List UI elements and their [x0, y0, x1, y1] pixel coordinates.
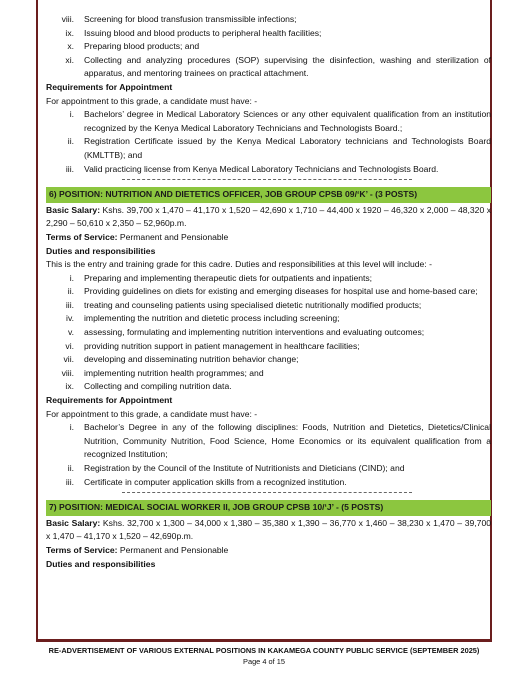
terms-text: Permanent and Pensionable [117, 544, 229, 555]
list-item [46, 353, 491, 367]
list-text: Issuing blood and blood products to peripheral health facilities; [84, 27, 322, 38]
section-separator [122, 492, 412, 497]
duties-heading: Duties and responsibilities [46, 245, 156, 256]
list-number: i. [69, 272, 74, 283]
list-item [46, 326, 491, 340]
salary-label: Basic Salary: [46, 517, 101, 528]
list-text: Collecting and analyzing procedures (SOP) supervising the disinfection, washing and sterilization of apparatus, and mentoring trainees on practical attachment. [84, 54, 491, 79]
list-text: Preparing and implementing therapeutic diets for outpatients and inpatients; [84, 272, 373, 283]
list-number: x. [67, 41, 74, 52]
terms-of-service [46, 544, 491, 558]
list-number: viii. [61, 14, 74, 24]
section-separator [122, 179, 412, 184]
list-text: Screening for blood transfusion transmissible infections; [84, 14, 297, 24]
list-item [46, 312, 491, 326]
list-number: iv. [66, 313, 74, 324]
list-number: ix. [65, 27, 74, 38]
list-item [46, 367, 491, 381]
basic-salary [46, 204, 491, 231]
list-number: ii. [67, 286, 74, 297]
footer-rule [36, 639, 492, 642]
list-item [46, 421, 491, 462]
list-item [46, 380, 491, 394]
requirements-heading: Requirements for Appointment [46, 395, 173, 406]
list-item [46, 163, 491, 177]
page-content [46, 13, 491, 571]
list-item [46, 40, 491, 54]
salary-label: Basic Salary: [46, 204, 101, 215]
list-item [46, 27, 491, 41]
terms-label: Terms of Service: [46, 544, 118, 555]
list-number: i. [69, 422, 74, 433]
list-number: v. [67, 327, 74, 338]
duties-heading: Duties and responsibilities [46, 558, 156, 569]
list-item [46, 476, 491, 490]
list-text: Bachelors’ degree in Medical Laboratory Sciences or any other equivalent qualification from an institution recognized by the Kenya Medical Laboratory Technicians and Technologists Board.; [84, 109, 491, 133]
list-item [46, 13, 491, 27]
duties-intro: This is the entry and training grade for this cadre. Duties and responsibilities at this level will include: - [46, 259, 432, 270]
list-number: vi. [65, 340, 74, 351]
list-item [46, 285, 491, 299]
footer-title: RE-ADVERTISEMENT OF VARIOUS EXTERNAL POSITIONS IN KAKAMEGA COUNTY PUBLIC SERVICE (SEPTEMBER 2025) [48, 646, 480, 655]
terms-of-service [46, 231, 491, 245]
requirements-intro: For appointment to this grade, a candidate must have: - [46, 408, 258, 419]
list-text: assessing, formulating and implementing nutrition interventions and evaluating outcomes; [84, 327, 425, 338]
list-number: xi. [65, 54, 74, 65]
list-text: implementing nutrition health programmes; and [84, 367, 264, 378]
list-item [46, 272, 491, 286]
position-banner: 7) POSITION: MEDICAL SOCIAL WORKER II, JOB GROUP CPSB 10/‘J’ - (5 POSTS) [46, 500, 491, 516]
terms-label: Terms of Service: [46, 231, 118, 242]
list-text: Providing guidelines on diets for existing and emerging diseases for hospital use and home-based care; [84, 286, 478, 297]
list-text: Registration Certificate issued by the Kenya Medical Laboratory technicians and Technologists Board (KMLTTB); and [84, 136, 491, 160]
duties-list-continued [46, 13, 491, 81]
list-text: Preparing blood products; and [84, 41, 200, 52]
requirements-list [46, 108, 491, 176]
page-number: Page 4 of 15 [243, 657, 285, 666]
list-number: ii. [67, 136, 74, 147]
requirements-heading: Requirements for Appointment [46, 81, 173, 92]
list-text: developing and disseminating nutrition behavior change; [84, 354, 299, 365]
list-number: vii. [63, 354, 74, 365]
list-text: Certificate in computer application skills from a recognized institution. [84, 476, 347, 487]
list-item [46, 108, 491, 135]
list-text: Collecting and compiling nutrition data. [84, 381, 232, 392]
list-item [46, 135, 491, 162]
list-item [46, 462, 491, 476]
list-number: iii. [65, 476, 74, 487]
list-text: Registration by the Council of the Institute of Nutritionists and Dieticians (CIND); and [84, 463, 405, 473]
page-footer [36, 645, 492, 667]
basic-salary [46, 517, 491, 544]
terms-text: Permanent and Pensionable [117, 231, 229, 242]
list-text: implementing the nutrition and dietetic process including screening; [84, 313, 340, 324]
requirements-intro: For appointment to this grade, a candidate must have: - [46, 95, 258, 106]
list-number: ii. [67, 463, 74, 473]
list-text: Bachelor’s Degree in any of the following disciplines: Foods, Nutrition and Dietetics, Dietetics/Clinical Nutrition, Community Nutrition, Food Science, Home Economics or its equivalent qualification from a recognized Institution; [84, 422, 491, 460]
list-item [46, 299, 491, 313]
position-banner: 6) POSITION: NUTRITION AND DIETETICS OFFICER, JOB GROUP CPSB 09/‘K’ - (3 POSTS) [46, 187, 491, 203]
list-number: ix. [65, 381, 74, 392]
list-item [46, 54, 491, 81]
requirements-list [46, 421, 491, 489]
salary-text: Kshs. 39,700 x 1,470 – 41,170 x 1,520 – 42,690 x 1,710 – 44,400 x 1920 – 46,320 x 2,000 – 48,320 x 2,290 – 50,610 x 2,350 – 52,960p.m. [46, 204, 492, 229]
list-number: i. [69, 109, 74, 120]
list-item [46, 340, 491, 354]
list-number: iii. [65, 299, 74, 310]
salary-text: Kshs. 32,700 x 1,300 – 34,000 x 1,380 – 35,380 x 1,390 – 36,770 x 1,460 – 38,230 x 1,470 – 39,700 x 1,470 – 41,170 x 1,520 – 42,690p.m. [46, 517, 492, 542]
duties-list [46, 272, 491, 394]
list-number: iii. [65, 163, 74, 174]
list-text: Valid practicing license from Kenya Medical Laboratory Technicians and Technologists Board. [84, 163, 439, 174]
list-text: treating and counseling patients using specialised dietetic nutritionally modified products; [84, 299, 422, 310]
list-text: providing nutrition support in patient management in healthcare facilities; [84, 340, 360, 351]
list-number: viii. [61, 367, 74, 378]
